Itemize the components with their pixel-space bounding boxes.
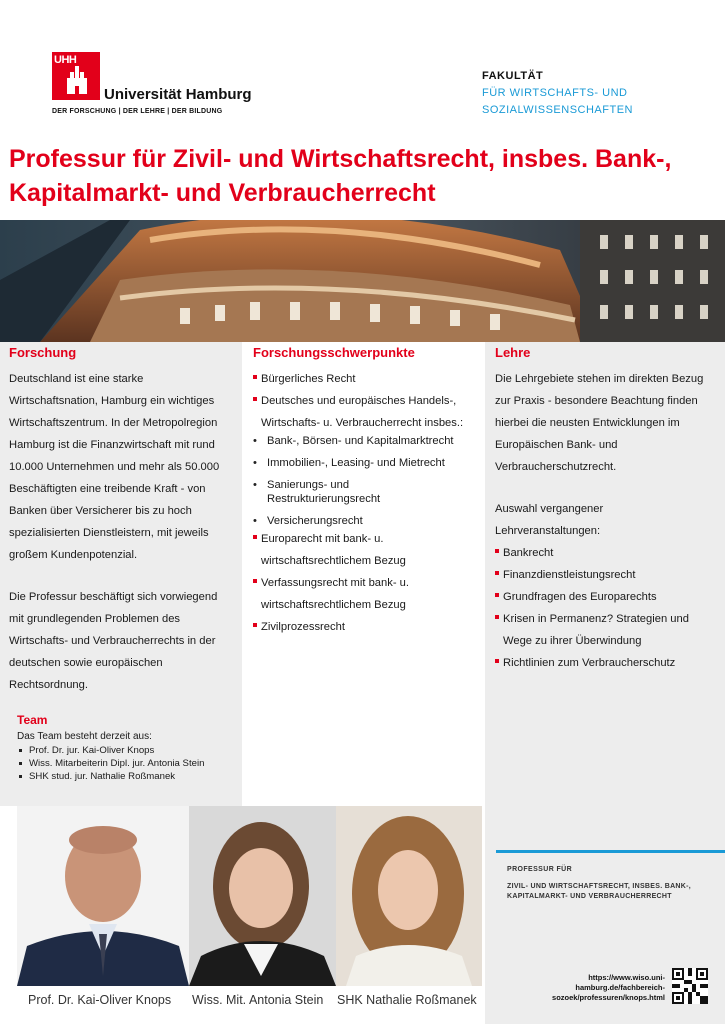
text-line: Wirtschaftszentrum. In der Metropolregion — [9, 417, 218, 429]
text-line: Lehrveranstaltungen: — [495, 525, 601, 537]
infobox-heading: PROFESSUR FÜR — [507, 866, 573, 873]
text-line: hamburg.de/fachbereich- — [575, 983, 665, 992]
team-intro: Das Team besteht derzeit aus: — [17, 731, 152, 742]
faculty-block — [482, 68, 633, 119]
text-line: Wirtschafts- und Verbraucherrechts in der — [9, 635, 216, 647]
text-line: zur Praxis - besondere Beachtung finden — [495, 395, 698, 407]
page-title — [9, 142, 719, 210]
schwerpunkte-sublist — [253, 434, 483, 536]
team-member: Wiss. Mitarbeiterin Dipl. jur. Antonia Stein — [17, 757, 204, 770]
list-item — [495, 608, 689, 652]
text-line: Wege zu ihrer Überwindung — [503, 635, 642, 647]
university-name: Universität Hamburg — [104, 86, 252, 103]
sub-list-item: • Versicherungsrecht — [253, 514, 483, 528]
faculty-line: SOZIALWISSENSCHAFTEN — [482, 104, 633, 116]
sub-list-item: • Bank-, Börsen- und Kapitalmarktrecht — [253, 434, 483, 448]
forschung-heading: Forschung — [9, 345, 77, 360]
text-line: sozoek/professuren/knops.html — [552, 993, 665, 1002]
list-item: Grundfragen des Europarechts — [495, 586, 689, 608]
text-line: Verfassungsrecht mit bank- u. — [261, 577, 409, 589]
team-list — [17, 744, 204, 783]
schwerpunkte-heading: Forschungsschwerpunkte — [253, 345, 415, 360]
text-line: Deutschland ist eine starke — [9, 373, 144, 385]
title-line: Kapitalmarkt- und Verbraucherrecht — [9, 179, 436, 207]
building-banner-image — [0, 220, 725, 342]
text-line: 10.000 Unternehmen und mehr als 50.000 — [9, 461, 220, 473]
faculty-line: FAKULTÄT — [482, 70, 544, 82]
text-line: Rechtsordnung. — [9, 679, 88, 691]
list-item: Zivilprozessrecht — [253, 616, 409, 638]
text-line: Deutsches und europäisches Handels-, — [261, 395, 457, 407]
text-line: Verbraucherschutzrecht. — [495, 461, 617, 473]
professorship-url[interactable] — [552, 973, 665, 1003]
list-item — [253, 572, 409, 616]
list-item — [253, 390, 463, 434]
schwerpunkte-list — [253, 368, 463, 434]
text-line: wirtschaftsrechtlichem Bezug — [261, 555, 406, 567]
portrait-photo-rossmanek — [336, 806, 482, 986]
text-line: Die Professur beschäftigt sich vorwiegend — [9, 591, 218, 603]
accent-divider — [496, 850, 725, 853]
infobox-text — [507, 882, 691, 902]
text-line: mit grundlegenden Problemen des — [9, 613, 181, 625]
list-item: Finanzdienstleistungsrecht — [495, 564, 689, 586]
sub-list-item: • Immobilien-, Leasing- und Mietrecht — [253, 456, 483, 470]
photo-caption: Prof. Dr. Kai-Oliver Knops — [28, 993, 172, 1007]
text-line: Krisen in Permanenz? Strategien und — [503, 613, 689, 625]
lehre-heading: Lehre — [495, 345, 531, 360]
text-line: Wirtschaftsnation, Hamburg ein wichtiges — [9, 395, 215, 407]
list-item — [253, 528, 409, 572]
tower-icon — [66, 66, 88, 96]
list-item: Bürgerliches Recht — [253, 368, 463, 390]
team-member: Prof. Dr. jur. Kai-Oliver Knops — [17, 744, 204, 757]
lehre-paragraph-2 — [495, 498, 603, 542]
text-line: Banken über Versicherer bis zu hoch — [9, 505, 192, 517]
text-line: Beschäftigten eine treibende Kraft - von — [9, 483, 206, 495]
forschung-paragraph-2 — [9, 586, 217, 696]
text-line: spezialisierten Dienstleistern, mit jeweils — [9, 527, 209, 539]
lehre-list — [495, 542, 689, 674]
photo-caption: Wiss. Mit. Antonia Stein — [192, 993, 324, 1007]
text-line: KAPITALMARKT- UND VERBRAUCHERRECHT — [507, 893, 672, 900]
team-member: SHK stud. jur. Nathalie Roßmanek — [17, 770, 204, 783]
faculty-line: FÜR WIRTSCHAFTS- UND — [482, 87, 628, 99]
text-line: großem Kundenpotenzial. — [9, 549, 138, 561]
qr-code-icon[interactable] — [672, 968, 708, 1004]
university-tagline: DER FORSCHUNG | DER LEHRE | DER BILDUNG — [52, 108, 223, 115]
text-line: wirtschaftsrechtlichem Bezug — [261, 599, 406, 611]
text-line: Auswahl vergangener — [495, 503, 604, 515]
portrait-photo-knops — [17, 806, 189, 986]
text-line: Europarecht mit bank- u. — [261, 533, 384, 545]
photo-caption: SHK Nathalie Roßmanek — [337, 993, 477, 1007]
text-line: ZIVIL- UND WIRTSCHAFTSRECHT, INSBES. BANK-, — [507, 883, 692, 890]
uhh-logo-mark — [52, 52, 100, 100]
list-item: Richtlinien zum Verbraucherschutz — [495, 652, 689, 674]
lehre-paragraph-1 — [495, 368, 703, 478]
text-line: Wirtschafts- u. Verbraucherrecht insbes.: — [261, 417, 464, 429]
team-heading: Team — [17, 713, 48, 727]
text-line: hierbei die neusten Entwicklungen im — [495, 417, 680, 429]
portrait-photo-stein — [189, 806, 336, 986]
text-line: deutschen sowie europäischen — [9, 657, 163, 669]
forschung-paragraph-1 — [9, 368, 219, 566]
logo-mark-text: UHH — [54, 54, 77, 66]
text-line: Die Lehrgebiete stehen im direkten Bezug — [495, 373, 704, 385]
text-line: Hamburg ist die Finanzwirtschaft mit rund — [9, 439, 215, 451]
title-line: Professur für Zivil- und Wirtschaftsrecht, insbes. Bank-, — [9, 145, 672, 173]
schwerpunkte-list-2 — [253, 528, 409, 638]
list-item: Bankrecht — [495, 542, 689, 564]
text-line: Europäischen Bank- und — [495, 439, 618, 451]
text-line: https://www.wiso.uni- — [588, 973, 665, 982]
sub-list-item: • Sanierungs- und Restrukturierungsrecht — [253, 478, 397, 506]
